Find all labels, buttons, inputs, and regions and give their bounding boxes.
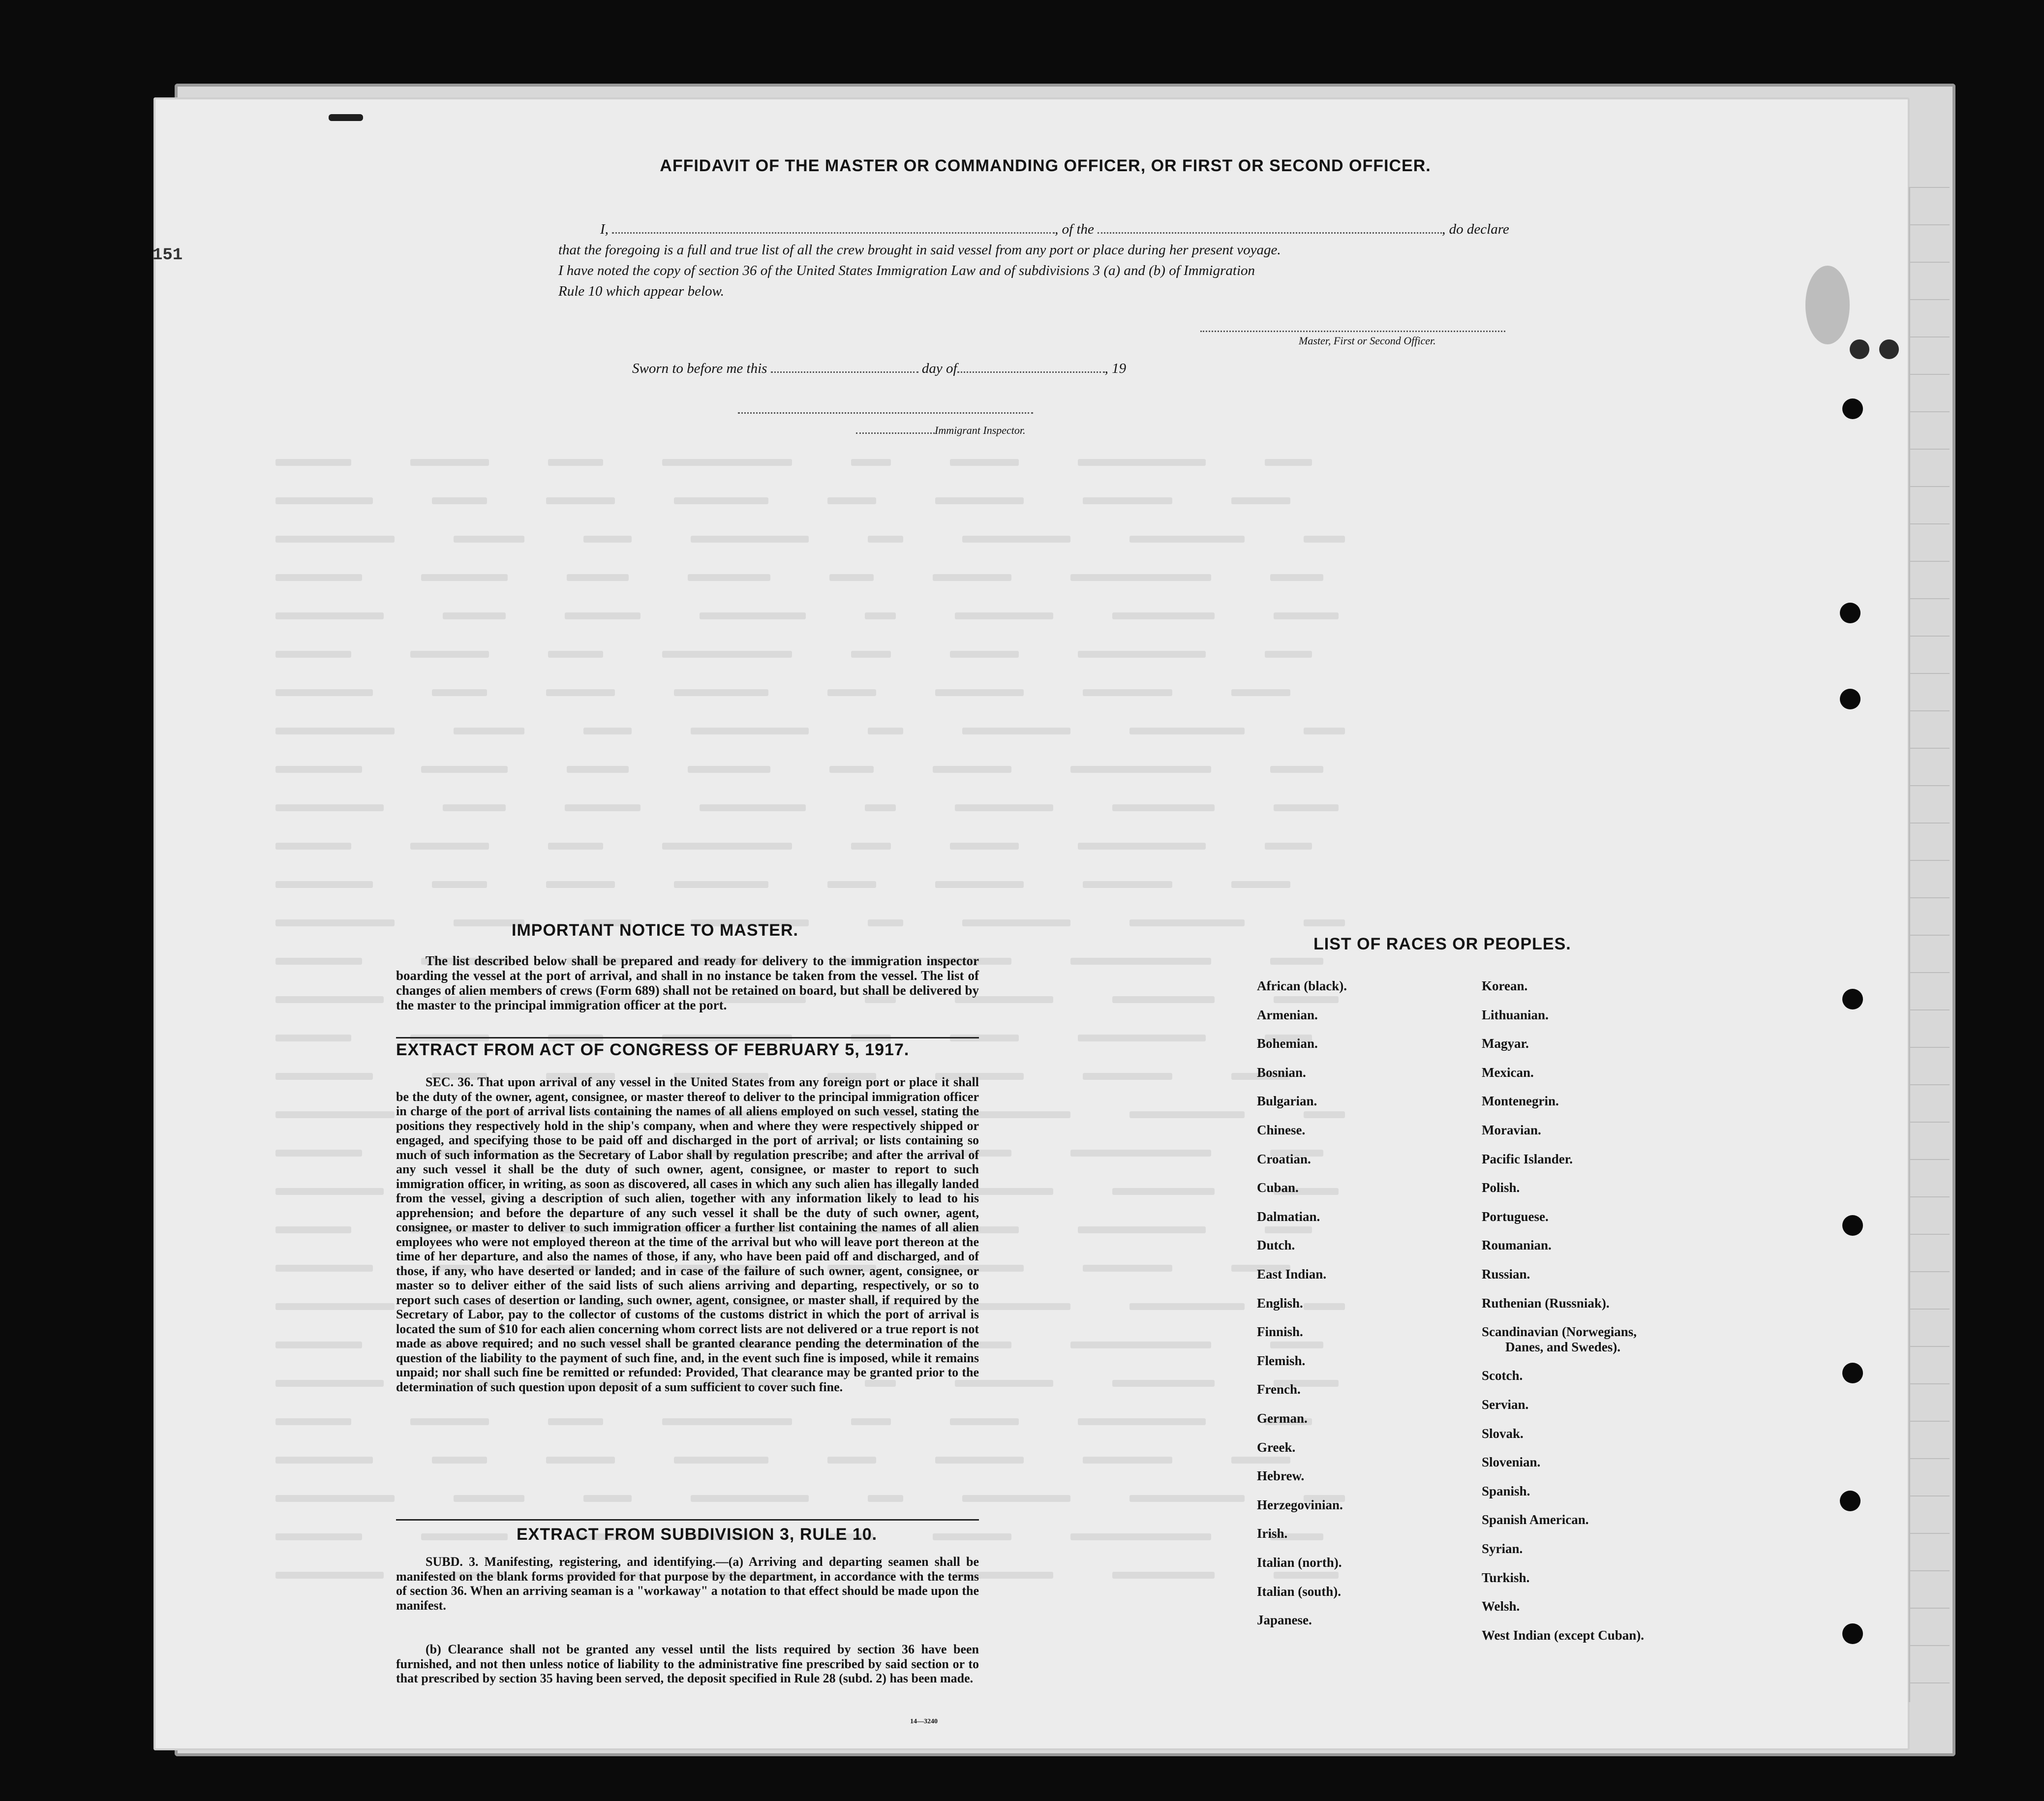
month-blank[interactable]	[957, 361, 1105, 373]
bleed-through-mark	[865, 612, 896, 619]
race-item: Japanese.	[1257, 1613, 1312, 1628]
bleed-through-mark	[933, 1533, 1011, 1540]
ink-smudge	[1850, 339, 1869, 359]
bleed-through-mark	[1270, 766, 1323, 773]
race-item: Cuban.	[1257, 1180, 1299, 1195]
bleed-through-mark	[851, 459, 891, 466]
affidavit-declare: , do declare	[1442, 221, 1509, 237]
bleed-through-mark	[1070, 958, 1211, 965]
bleed-through-mark	[950, 651, 1019, 658]
bleed-through-mark	[1129, 536, 1245, 543]
bleed-through-mark	[567, 574, 629, 581]
bleed-through-row	[275, 532, 1899, 547]
form-number: 14—3240	[910, 1718, 938, 1725]
bleed-through-mark	[1070, 1533, 1211, 1540]
bleed-through-row	[275, 1453, 1899, 1470]
bleed-through-row	[275, 1414, 1899, 1429]
bleed-through-mark	[1304, 728, 1345, 734]
bleed-through-mark	[1083, 1457, 1172, 1464]
race-item: Russian.	[1482, 1267, 1530, 1282]
day-of-text: day of	[921, 361, 957, 376]
bleed-through-row	[275, 455, 1899, 470]
bleed-through-mark	[962, 919, 1070, 926]
race-item: Chinese.	[1257, 1123, 1306, 1137]
bleed-through-mark	[950, 1418, 1019, 1425]
bleed-through-mark	[275, 1035, 351, 1041]
bleed-through-mark	[962, 536, 1070, 543]
punch-hole	[1840, 1491, 1861, 1511]
bleed-through-mark	[275, 1303, 395, 1310]
bleed-through-mark	[1070, 1150, 1211, 1157]
bleed-through-mark	[275, 804, 384, 811]
ink-smudge	[1805, 266, 1850, 344]
bleed-through-mark	[275, 843, 351, 850]
bleed-through-row	[275, 570, 1899, 585]
race-item: Montenegrin.	[1482, 1094, 1559, 1109]
race-item: Italian (north).	[1257, 1555, 1342, 1570]
bleed-through-mark	[1078, 1035, 1206, 1041]
bleed-through-mark	[275, 996, 384, 1003]
bleed-through-mark	[662, 843, 792, 850]
race-item: Hebrew.	[1257, 1468, 1305, 1484]
bleed-through-mark	[275, 881, 373, 888]
bleed-through-mark	[567, 766, 629, 773]
bleed-through-mark	[851, 843, 891, 850]
bleed-through-mark	[275, 1073, 373, 1080]
race-item: West Indian (except Cuban).	[1482, 1627, 1645, 1643]
bleed-through-mark	[275, 1457, 373, 1464]
bleed-through-mark	[1231, 881, 1290, 888]
bleed-through-mark	[950, 459, 1019, 466]
ruled-margin	[1909, 187, 1950, 1702]
bleed-through-mark	[1129, 1495, 1245, 1502]
race-item: Magyar.	[1482, 1036, 1529, 1051]
bleed-through-mark	[1070, 766, 1211, 773]
act-extract-body: SEC. 36. That upon arrival of any vessel in the United States from any foreign port or place it shall be the duty of the owner, agent, consignee, or master thereof to deliver to the principal immigration officer in charge of the port of arrival lists containing the names of all aliens employed on such vessel, stating the positions they respectively hold in the ship's company, when and where they were respectively shipped or engaged, and specifying those to be paid off and discharged in the port of arrival; or lists containing so much of such information as the Secretary of Labor shall by regulation prescribe; and after the arrival of any such vessel it shall be the duty of such owner, agent, consignee, or master to report to such immigration officer, in writing, as soon as discovered, all cases in which any such alien has illegally landed from the vessel, giving a description of such alien, together with any information likely to lead to his apprehension; and before the departure of any such vessel it shall be the duty of such owner, agent, consignee, or master to deliver to such immigration officer a further list containing the names of all alien employees who were not employed thereon at the time of the arrival but who will leave port thereon at the time of her departure, and also the names of those, if any, who have been paid off and discharged, and of those, if any, who have deserted or landed; and in case of the failure of such owner, agent, consignee, or master so to deliver either of the said lists of such aliens arriving and departing, respectively, or so to report such cases of desertion or landing, such owner, agent, consignee, or master shall, if required by the Secretary of Labor, pay to the collector of customs of the customs district in which the port of arrival is located the sum of $10 for each alien concerning whom correct lists are not delivered or a true report is not made as above required; and no such vessel shall be granted clearance pending the determination of the question of the liability to the payment of such fine, and, in the event such fine is imposed, while it remains unpaid; nor shall such fine be remitted or refunded: Provided, That clearance may be granted prior to the determination of such question upon deposit of a sum sufficient to cover such fine.	[396, 1075, 979, 1394]
race-item: Bosnian.	[1257, 1065, 1306, 1080]
staple-mark	[329, 114, 363, 121]
bleed-through-mark	[1112, 612, 1215, 619]
bleed-through-mark	[421, 574, 508, 581]
rule-extract-title: EXTRACT FROM SUBDIVISION 3, RULE 10.	[517, 1525, 878, 1544]
race-item: Dutch.	[1257, 1238, 1295, 1253]
affidavit-i: I,	[600, 221, 609, 237]
race-item: Pacific Islander.	[1482, 1151, 1573, 1166]
race-item: Korean.	[1482, 978, 1528, 993]
affidavit-of-the: , of the	[1055, 221, 1094, 237]
bleed-through-mark	[410, 651, 489, 658]
bleed-through-mark	[275, 651, 351, 658]
bleed-through-mark	[410, 1418, 489, 1425]
act-extract-title: EXTRACT FROM ACT OF CONGRESS OF FEBRUARY 5, 1917.	[396, 1040, 910, 1059]
bleed-through-mark	[1274, 612, 1339, 619]
bleed-through-mark	[955, 804, 1053, 811]
name-blank[interactable]	[612, 221, 1055, 234]
bleed-through-mark	[1112, 1380, 1215, 1387]
inspector-signature-line[interactable]	[738, 412, 1033, 414]
race-item: East Indian.	[1257, 1267, 1327, 1282]
race-item: Greek.	[1257, 1439, 1296, 1455]
bleed-through-mark	[1112, 1572, 1215, 1579]
bleed-through-mark	[275, 1226, 351, 1233]
bleed-through-mark	[1304, 1111, 1345, 1118]
affidavit-line-1	[600, 221, 1509, 238]
race-item: Danes, and Swedes).	[1505, 1339, 1621, 1354]
race-item: Spanish.	[1482, 1483, 1530, 1498]
race-item: German.	[1257, 1411, 1308, 1426]
bleed-through-mark	[1078, 1418, 1206, 1425]
bleed-through-mark	[546, 497, 615, 504]
bleed-through-row	[275, 647, 1899, 662]
bleed-through-mark	[1270, 574, 1323, 581]
bleed-through-mark	[829, 574, 874, 581]
bleed-through-mark	[1304, 1303, 1345, 1310]
bleed-through-mark	[827, 497, 876, 504]
bleed-through-mark	[583, 1495, 632, 1502]
race-item: Croatian.	[1257, 1151, 1311, 1166]
bleed-through-mark	[432, 1457, 487, 1464]
race-item: Slovak.	[1482, 1426, 1524, 1441]
notice-title: IMPORTANT NOTICE TO MASTER.	[512, 921, 798, 940]
punch-hole	[1840, 689, 1861, 709]
bleed-through-mark	[700, 612, 806, 619]
sworn-text: Sworn to before me this	[632, 361, 767, 376]
master-signature-line[interactable]	[1200, 331, 1505, 332]
race-item: English.	[1257, 1295, 1303, 1311]
bleed-through-mark	[275, 1150, 362, 1157]
inspector-lead-dots	[856, 426, 935, 434]
bleed-through-mark	[1112, 996, 1215, 1003]
bleed-through-mark	[691, 728, 809, 734]
bleed-through-mark	[851, 651, 891, 658]
bleed-through-mark	[443, 612, 506, 619]
bleed-through-mark	[565, 804, 641, 811]
bleed-through-mark	[674, 689, 768, 696]
affidavit-line-4: Rule 10 which appear below.	[558, 283, 724, 299]
race-item: Irish.	[1257, 1526, 1288, 1541]
bleed-through-mark	[827, 881, 876, 888]
bleed-through-mark	[275, 497, 373, 504]
punch-hole	[1842, 1215, 1863, 1236]
bleed-through-mark	[275, 574, 362, 581]
bleed-through-mark	[548, 459, 603, 466]
race-item: Dalmatian.	[1257, 1209, 1320, 1224]
bleed-through-mark	[548, 651, 603, 658]
divider-rule	[396, 1037, 979, 1038]
bleed-through-mark	[421, 766, 508, 773]
bleed-through-mark	[275, 689, 373, 696]
race-item: Bulgarian.	[1257, 1094, 1317, 1109]
bleed-through-mark	[454, 728, 524, 734]
bleed-through-mark	[962, 1495, 1070, 1502]
inspector-label-text: Immigrant Inspector.	[935, 424, 1026, 436]
bleed-through-mark	[1265, 843, 1312, 850]
bleed-through-mark	[275, 612, 384, 619]
bleed-through-row	[275, 800, 1899, 815]
punch-hole	[1840, 603, 1861, 623]
bleed-through-row	[275, 877, 1899, 892]
bleed-through-mark	[1265, 459, 1312, 466]
bleed-through-mark	[674, 1457, 768, 1464]
bleed-through-mark	[827, 689, 876, 696]
race-item: Servian.	[1482, 1397, 1529, 1412]
bleed-through-row	[275, 609, 1899, 623]
bleed-through-mark	[454, 1495, 524, 1502]
bleed-through-mark	[829, 766, 874, 773]
race-item: Roumanian.	[1482, 1238, 1552, 1253]
bleed-through-mark	[674, 881, 768, 888]
bleed-through-mark	[454, 536, 524, 543]
affidavit-title: AFFIDAVIT OF THE MASTER OR COMMANDING OFFICER, OR FIRST OR SECOND OFFICER.	[660, 156, 1431, 175]
bleed-through-mark	[1083, 497, 1172, 504]
bleed-through-mark	[851, 1418, 891, 1425]
bleed-through-row	[275, 724, 1899, 738]
bleed-through-mark	[868, 1495, 903, 1502]
race-item: French.	[1257, 1382, 1301, 1397]
bleed-through-mark	[674, 497, 768, 504]
bleed-through-row	[275, 839, 1899, 854]
bleed-through-mark	[662, 1418, 792, 1425]
affidavit-line-2: that the foregoing is a full and true list of all the crew brought in said vessel from any port or place during her present voyage.	[558, 242, 1281, 258]
bleed-through-mark	[1274, 996, 1339, 1003]
race-item: Scandinavian (Norwegians,	[1482, 1324, 1637, 1340]
bleed-through-mark	[662, 459, 792, 466]
bleed-through-mark	[275, 459, 351, 466]
bleed-through-row	[275, 685, 1899, 700]
bleed-through-mark	[275, 1188, 384, 1195]
bleed-through-mark	[546, 1457, 615, 1464]
race-item: Lithuanian.	[1482, 1007, 1549, 1022]
bleed-through-mark	[865, 804, 896, 811]
bleed-through-mark	[432, 497, 487, 504]
race-item: Flemish.	[1257, 1353, 1306, 1368]
bleed-through-mark	[691, 1495, 809, 1502]
bleed-through-mark	[1078, 651, 1206, 658]
bleed-through-mark	[1078, 1226, 1206, 1233]
bleed-through-mark	[1083, 1265, 1172, 1272]
bleed-through-mark	[275, 1418, 351, 1425]
bleed-through-mark	[421, 1533, 508, 1540]
bleed-through-mark	[935, 689, 1024, 696]
bleed-through-mark	[955, 612, 1053, 619]
day-blank[interactable]	[771, 361, 918, 373]
race-item: Syrian.	[1482, 1541, 1523, 1556]
bleed-through-mark	[1070, 574, 1211, 581]
race-item: African (black).	[1257, 978, 1347, 993]
bleed-through-mark	[1070, 1342, 1211, 1348]
bleed-through-mark	[662, 651, 792, 658]
bleed-through-mark	[950, 843, 1019, 850]
bleed-through-mark	[432, 689, 487, 696]
bleed-through-row	[275, 1491, 1899, 1506]
bleed-through-mark	[1078, 843, 1206, 850]
bleed-through-mark	[583, 536, 632, 543]
inspector-label	[856, 424, 1026, 437]
margin-stamp: 151	[153, 246, 183, 265]
race-item: Finnish.	[1257, 1324, 1303, 1340]
bleed-through-mark	[935, 1457, 1024, 1464]
bleed-through-mark	[275, 958, 362, 965]
bleed-through-mark	[688, 574, 770, 581]
bleed-through-mark	[1274, 1572, 1339, 1579]
race-item: Bohemian.	[1257, 1036, 1318, 1051]
bleed-through-mark	[275, 1342, 362, 1348]
bleed-through-mark	[275, 1265, 373, 1272]
bleed-through-mark	[691, 536, 809, 543]
race-item: Italian (south).	[1257, 1584, 1342, 1599]
bleed-through-mark	[1231, 1457, 1290, 1464]
bleed-through-mark	[868, 536, 903, 543]
bleed-through-mark	[1265, 651, 1312, 658]
bleed-through-mark	[1304, 919, 1345, 926]
bleed-through-mark	[410, 459, 489, 466]
rule-para-a: SUBD. 3. Manifesting, registering, and identifying.—(a) Arriving and departing seamen shall be manifested on the blank forms provided for that purpose by the department, in accordance with the terms of section 36. When an arriving seaman is a "workaway" a notation to that effect should be made upon the manifest.	[396, 1555, 979, 1613]
bleed-through-mark	[1270, 1342, 1323, 1348]
race-item: Polish.	[1482, 1180, 1520, 1195]
bleed-through-mark	[1129, 919, 1245, 926]
bleed-through-mark	[1078, 459, 1206, 466]
divider-rule	[396, 1519, 979, 1521]
bleed-through-mark	[868, 919, 903, 926]
race-item: Armenian.	[1257, 1007, 1318, 1022]
bleed-through-mark	[275, 766, 362, 773]
bleed-through-mark	[1274, 804, 1339, 811]
bleed-through-mark	[933, 574, 1011, 581]
bleed-through-mark	[565, 612, 641, 619]
bleed-through-mark	[1270, 958, 1323, 965]
bleed-through-mark	[935, 497, 1024, 504]
bleed-through-mark	[1231, 689, 1290, 696]
bleed-through-mark	[275, 1572, 384, 1579]
bleed-through-mark	[1083, 689, 1172, 696]
sworn-line	[632, 361, 1126, 377]
bleed-through-mark	[868, 728, 903, 734]
bleed-through-mark	[546, 881, 615, 888]
bleed-through-mark	[275, 728, 395, 734]
punch-hole	[1842, 1623, 1863, 1644]
race-item: Slovenian.	[1482, 1455, 1541, 1470]
bleed-through-mark	[432, 881, 487, 888]
race-item: Scotch.	[1482, 1368, 1523, 1383]
punch-hole	[1842, 398, 1863, 419]
race-item: Mexican.	[1482, 1065, 1534, 1080]
bleed-through-mark	[1083, 1073, 1172, 1080]
race-item: Ruthenian (Russniak).	[1482, 1295, 1610, 1311]
master-label: Master, First or Second Officer.	[1299, 335, 1436, 347]
bleed-through-mark	[275, 1111, 395, 1118]
punch-hole	[1842, 989, 1863, 1009]
bleed-through-mark	[548, 1418, 603, 1425]
race-item: Moravian.	[1482, 1123, 1541, 1137]
bleed-through-mark	[1129, 728, 1245, 734]
affidavit-line-3: I have noted the copy of section 36 of the United States Immigration Law and of subdivisions 3 (a) and (b) of Immigration	[558, 263, 1255, 278]
race-item: Portuguese.	[1482, 1209, 1549, 1224]
bleed-through-mark	[410, 843, 489, 850]
race-item: Turkish.	[1482, 1570, 1530, 1585]
bleed-through-mark	[275, 1533, 362, 1540]
bleed-through-row	[275, 493, 1899, 508]
bleed-through-mark	[1083, 881, 1172, 888]
race-item: Herzegovinian.	[1257, 1497, 1343, 1512]
bleed-through-mark	[935, 881, 1024, 888]
bleed-through-mark	[827, 1457, 876, 1464]
races-title: LIST OF RACES OR PEOPLES.	[1313, 935, 1571, 953]
bleed-through-mark	[583, 728, 632, 734]
bleed-through-mark	[275, 536, 395, 543]
bleed-through-mark	[1265, 1226, 1312, 1233]
bleed-through-mark	[443, 804, 506, 811]
bleed-through-mark	[688, 766, 770, 773]
punch-hole	[1842, 1363, 1863, 1383]
bleed-through-mark	[1304, 536, 1345, 543]
bleed-through-mark	[275, 1495, 395, 1502]
bleed-through-mark	[546, 689, 615, 696]
bleed-through-mark	[962, 728, 1070, 734]
bleed-through-mark	[1112, 804, 1215, 811]
rule-para-b: (b) Clearance shall not be granted any vessel until the lists required by section 36 have been furnished, and not then unless notice of liability to the administrative fine prescribed by said section or to that prescribed by section 35 having been served, the deposit specified in Rule 28 (subd. 2) has been made.	[396, 1642, 979, 1685]
bleed-through-mark	[700, 804, 806, 811]
bleed-through-mark	[1129, 1303, 1245, 1310]
bleed-through-mark	[275, 1380, 384, 1387]
vessel-blank[interactable]	[1098, 221, 1442, 234]
race-item: Welsh.	[1482, 1599, 1520, 1614]
bleed-through-mark	[933, 766, 1011, 773]
bleed-through-mark	[275, 919, 395, 926]
bleed-through-mark	[1112, 1188, 1215, 1195]
year-text: , 19	[1104, 361, 1127, 376]
bleed-through-mark	[548, 843, 603, 850]
ink-smudge	[1879, 339, 1899, 359]
bleed-through-row	[275, 762, 1899, 777]
notice-body: The list described below shall be prepared and ready for delivery to the immigration inspector boarding the vessel at the port of arrival, and shall in no instance be taken from the vessel. The list of changes of alien members of crews (Form 689) shall not be retained on board, but shall be delivered by the master to the principal immigration officer at the port.	[396, 953, 979, 1012]
race-item: Spanish American.	[1482, 1512, 1589, 1527]
bleed-through-mark	[1231, 497, 1290, 504]
bleed-through-mark	[1129, 1111, 1245, 1118]
